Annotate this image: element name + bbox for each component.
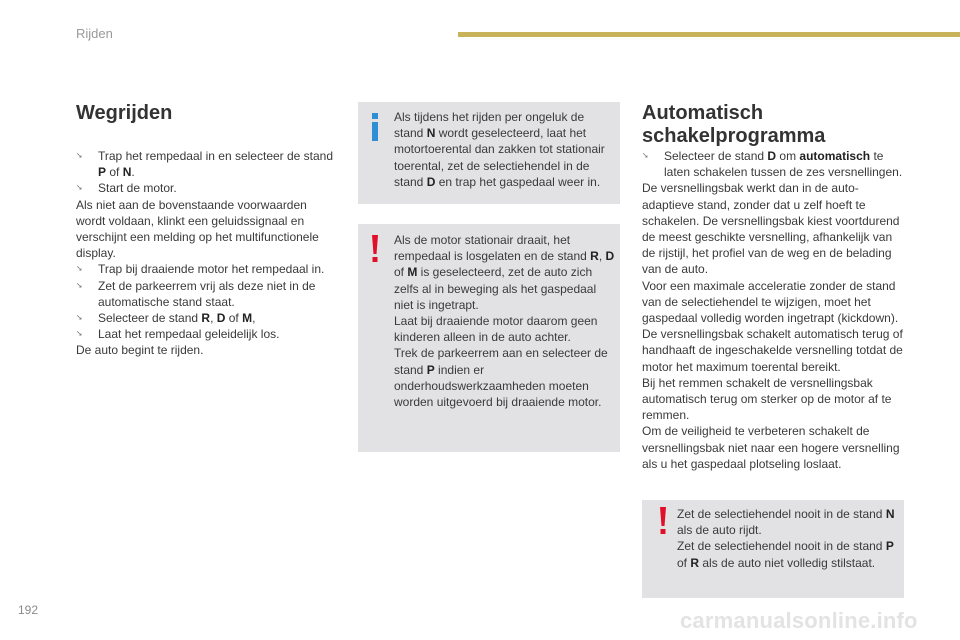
bullet-item — [76, 148, 338, 180]
page-number: 192 — [18, 603, 39, 617]
bullet-item — [76, 326, 338, 342]
warning-box-selector — [642, 500, 904, 598]
arrow-bullet-icon: ➘ — [76, 183, 83, 193]
wegrijden-body — [76, 148, 338, 359]
automatisch-body — [642, 148, 904, 472]
warning-paragraph: Zet de selectiehendel nooit in de stand N als de auto rijdt. — [677, 507, 895, 538]
arrow-bullet-icon: ➘ — [76, 313, 83, 323]
section-title-wegrijden: Wegrijden — [76, 102, 173, 124]
bullet-text: Zet de parkeerrem vrij als deze niet in de automatische stand staat. — [98, 278, 316, 309]
paragraph: Voor een maximale acceleratie zonder de stand van de selectiehendel te wijzigen, moet het gaspedaal volledig worden ingetrapt (kickdown). — [642, 278, 899, 326]
paragraph: De versnellingsbak schakelt automatisch terug of handhaaft de ingeschakelde versnelling totdat de motor het maximum toerental bereikt. — [642, 327, 903, 374]
warning-box-motor — [358, 224, 620, 452]
info-icon — [366, 112, 384, 142]
bullet-item — [76, 310, 338, 326]
warning-paragraph: Als de motor stationair draait, het rempedaal is losgelaten en de stand R, D of M is geselecteerd, zet de auto zich zelfs al in beweging als het gaspedaal niet is ingetrapt. — [394, 233, 615, 312]
arrow-bullet-icon: ➘ — [76, 280, 83, 290]
paragraph: De versnellingsbak werkt dan in de auto-adaptieve stand, zonder dat u zelf hoeft te schakelen. De versnellingsbak kiest voortdurend de meest geschikte versnelling, afhankelijk van de rijstijl, het profiel van de weg en de belading van de auto. — [642, 181, 900, 277]
paragraph: Bij het remmen schakelt de versnellingsbak automatisch terug om sterker op de motor af te remmen. — [642, 375, 892, 423]
warning-box-selector-text — [677, 506, 899, 571]
bullet-item — [642, 148, 904, 180]
section-title-automatisch-schakelprogramma — [642, 102, 825, 148]
warning-paragraph: Laat bij draaiende motor daarom geen kinderen alleen in de auto achter. — [394, 314, 598, 345]
bullet-text: Selecteer de stand R, D of M, — [98, 311, 256, 326]
info-box — [358, 102, 620, 204]
bullet-text: Trap bij draaiende motor het rempedaal in. — [98, 262, 325, 277]
arrow-bullet-icon: ➘ — [76, 264, 83, 274]
warning-icon — [654, 506, 672, 536]
bullet-text: Start de motor. — [98, 181, 177, 196]
title-line-1: Automatisch — [642, 102, 764, 124]
arrow-bullet-icon: ➘ — [76, 329, 83, 339]
info-box-text: Als tijdens het rijden per ongeluk de stand N wordt geselecteerd, laat het motortoerental dan zakken tot stationair toerental, zet de selectiehendel in de stand D en trap het gaspedaal weer in. — [394, 110, 605, 189]
bullet-text: Trap het rempedaal in en selecteer de stand P of N. — [98, 149, 334, 180]
section-label: Rijden — [76, 26, 113, 41]
warning-paragraph: Trek de parkeerrem aan en selecteer de stand P indien er onderhoudswerkzaamheden moeten worden uitgevoerd bij draaiende motor. — [394, 346, 608, 410]
bullet-item — [76, 180, 338, 196]
bullet-text: Laat het rempedaal geleidelijk los. — [98, 327, 280, 342]
title-line-2: schakelprogramma — [642, 125, 826, 147]
watermark: carmanualsonline.info — [680, 608, 918, 633]
bullet-item — [76, 261, 338, 277]
bullet-item — [76, 278, 338, 310]
paragraph: Als niet aan de bovenstaande voorwaarden wordt voldaan, klinkt een geluidssignaal en verschijnt een melding op het multifunctionele display. — [76, 197, 319, 261]
paragraph: Om de veiligheid te verbeteren schakelt de versnellingsbak niet naar een hogere versnelling als u het gaspedaal plotseling loslaat. — [642, 424, 900, 471]
arrow-bullet-icon: ➘ — [76, 151, 83, 160]
warning-icon — [366, 234, 384, 264]
warning-box-motor-text — [394, 232, 616, 410]
bullet-text: Selecteer de stand D om automatisch te laten schakelen tussen de zes versnellingen. — [664, 149, 903, 180]
arrow-bullet-icon: ➘ — [642, 151, 649, 160]
header-accent-bar — [458, 32, 960, 37]
paragraph: De auto begint te rijden. — [76, 343, 204, 358]
warning-paragraph: Zet de selectiehendel nooit in de stand P of R als de auto niet volledig stilstaat. — [677, 539, 894, 570]
